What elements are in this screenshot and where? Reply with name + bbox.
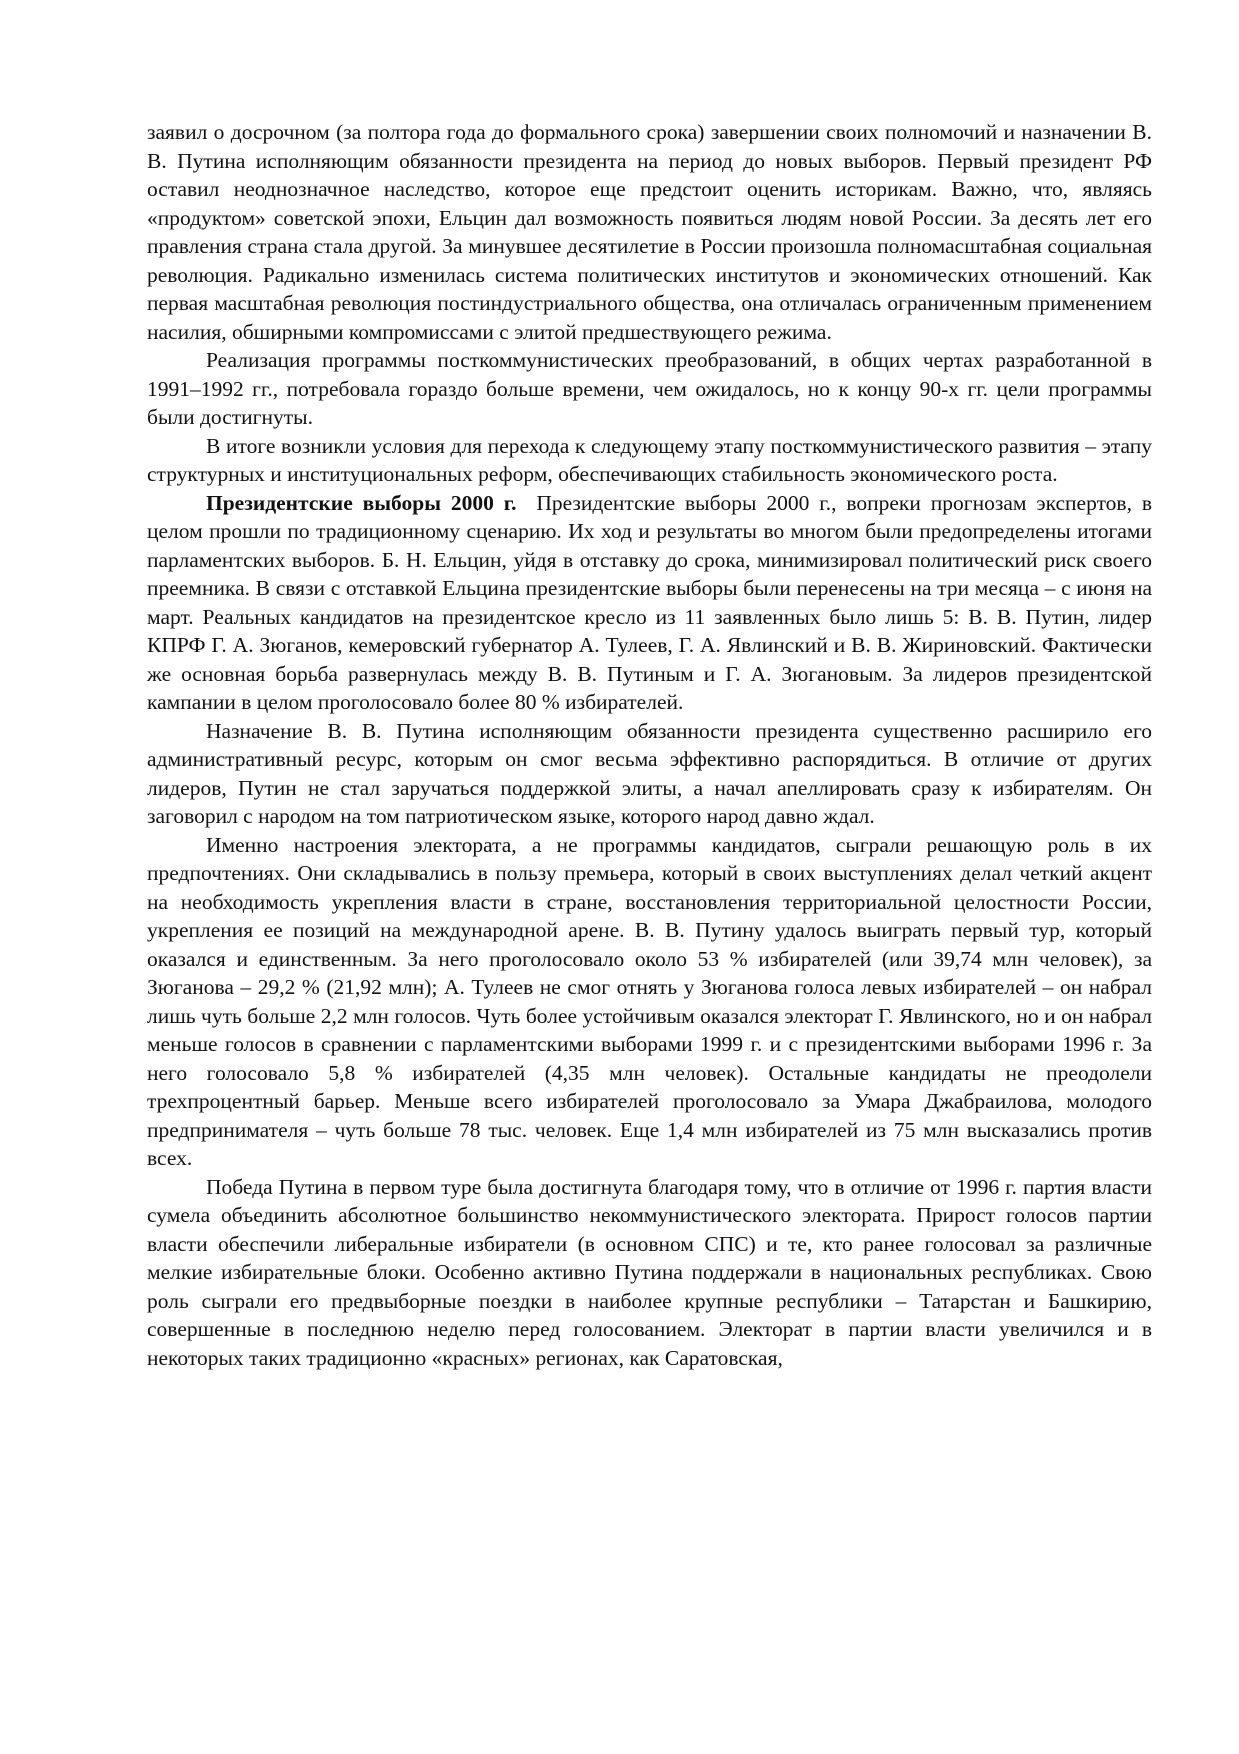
paragraph-3-text: В итоге возникли условия для перехода к следующему этапу посткоммунистического развития – этапу структурных и институциональных реформ, обеспечивающих стабильность экономического роста. bbox=[147, 433, 1152, 486]
paragraph-4 bbox=[147, 489, 1152, 717]
paragraph-7 bbox=[147, 1173, 1152, 1373]
paragraph-4-text: Президентские выборы 2000 г., вопреки прогнозам экспертов, в целом прошли по традиционному сценарию. Их ход и результаты во многом были предопределены итогами парламентских выборов. Б. Н. Ельцин, уйдя в отставку до срока, минимизировал политический риск своего преемника. В связи с отставкой Ельцина президентские выборы были перенесены на три месяца – с июня на март. Реальных кандидатов на президентское кресло из 11 заявленных было лишь 5: В. В. Путин, лидер КПРФ Г. А. Зюганов, кемеровский губернатор А. Тулеев, Г. А. Явлинский и В. В. Жириновский. Фактически же основная борьба развернулась между В. В. Путиным и Г. А. Зюгановым. За лидеров президентской кампании в целом проголосовало более 80 % избирателей. bbox=[147, 490, 1153, 714]
paragraph-5-text: Назначение В. В. Путина исполняющим обязанности президента существенно расширило его административный ресурс, которым он смог весьма эффективно распорядиться. В отличие от других лидеров, Путин не стал заручаться поддержкой элиты, а начал апеллировать сразу к избирателям. Он заговорил с народом на том патриотическом языке, которого народ давно ждал. bbox=[147, 718, 1152, 828]
section-heading-elections-2000: Президентские выборы 2000 г. bbox=[206, 490, 517, 515]
paragraph-6-text: Именно настроения электората, а не программы кандидатов, сыграли решающую роль в их предпочтениях. Они складывались в пользу премьера, который в своих выступлениях делал четкий акцент на необходимость укрепления власти в стране, восстановления территориальной целостности России, укрепления ее позиций на международной арене. В. В. Путину удалось выиграть первый тур, который оказался и единственным. За него проголосовало около 53 % избирателей (или 39,74 млн человек), за Зюганова – 29,2 % (21,92 млн); А. Тулеев не смог отнять у Зюганова голоса левых избирателей – он набрал лишь чуть больше 2,2 млн голосов. Чуть более устойчивым оказался электорат Г. Явлинского, но и он набрал меньше голосов в сравнении с парламентскими выборами 1999 г. и с президентскими выборами 1996 г. За него голосовало 5,8 % избирателей (4,35 млн человек). Остальные кандидаты не преодолели трехпроцентный барьер. Меньше всего избирателей проголосовало за Умара Джабраилова, молодого предпринимателя – чуть больше 78 тыс. человек. Еще 1,4 млн избирателей из 75 млн высказались против всех. bbox=[147, 832, 1152, 1170]
paragraph-5 bbox=[147, 717, 1152, 831]
document-page bbox=[147, 118, 1152, 1372]
paragraph-7-text: Победа Путина в первом туре была достигнута благодаря тому, что в отличие от 1996 г. партия власти сумела объединить абсолютное большинство некоммунистического электората. Прирост голосов партии власти обеспечили либеральные избиратели (в основном СПС) и те, кто ранее голосовал за различные мелкие избирательные блоки. Особенно активно Путина поддержали в национальных республиках. Свою роль сыграли его предвыборные поездки в наиболее крупные республики – Татарстан и Башкирию, совершенные в последнюю неделю перед голосованием. Электорат в партии власти увеличился и в некоторых таких традиционно «красных» регионах, как Саратовская, bbox=[147, 1174, 1152, 1370]
paragraph-2 bbox=[147, 346, 1152, 432]
paragraph-2-text: Реализация программы посткоммунистических преобразований, в общих чертах разработанной в 1991–1992 гг., потребовала гораздо больше времени, чем ожидалось, но к концу 90-х гг. цели программы были достигнуты. bbox=[147, 348, 1152, 429]
paragraph-6 bbox=[147, 831, 1152, 1173]
paragraph-3 bbox=[147, 432, 1152, 489]
paragraph-1-text: заявил о досрочном (за полтора года до формального срока) завершении своих полномочий и назначении В. В. Путина исполняющим обязанности президента на период до новых выборов. Первый президент РФ оставил неоднозначное наследство, которое еще предстоит оценить историкам. Важно, что, являясь «продуктом» советской эпохи, Ельцин дал возможность появиться людям новой России. За десять лет его правления страна стала другой. За минувшее десятилетие в России произошла полномасштабная социальная революция. Радикально изменилась система политических институтов и экономических отношений. Как первая масштабная революция постиндустриального общества, она отличалась ограниченным применением насилия, обширными компромиссами с элитой предшествующего режима. bbox=[147, 120, 1152, 344]
paragraph-1 bbox=[147, 118, 1152, 346]
